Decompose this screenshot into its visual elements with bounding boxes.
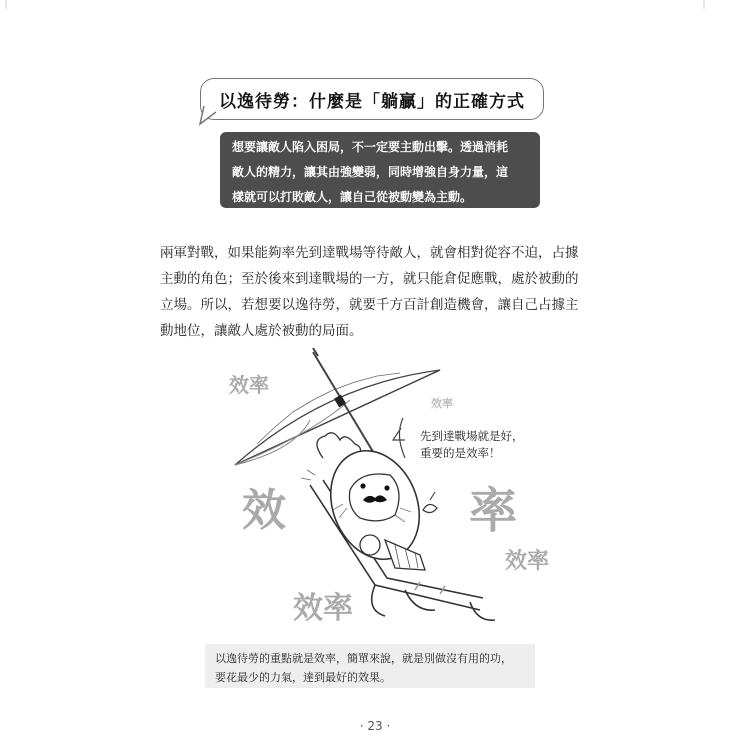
speech-bubble [393,418,405,458]
body-line: 動地位，讓敵人處於被動的局面。 [160,323,363,339]
summary-line: 敵人的精力，讓其由強變弱，同時增強自身力量，這 [232,165,509,179]
body-line: 兩軍對戰，如果能夠率先到達戰場等待敵人，就會相對從容不迫，占據 [160,245,579,261]
speech-line: 重要的是效率！ [420,446,501,460]
floating-word: 效率 [293,591,353,626]
floating-word: 率 [469,483,518,539]
speech-line: 先到達戰場就是好， [420,429,524,443]
caption-line: 以逸待勞的重點就是效率，簡單來說，就是別做沒有用的功， [215,652,512,665]
body-line: 主動的角色；至於後來到達戰場的一方，就只能倉促應戰，處於被動的 [160,271,579,287]
caption-line: 要花最少的力氣，達到最好的效果。 [215,671,391,684]
floating-word: 效 [242,485,286,536]
page-number: · 23 · [359,719,391,733]
section-title-text: 以逸待勞：什麼是「躺贏」的正確方式 [219,91,525,112]
section-title [200,78,544,120]
title-bubble-tail [198,106,222,128]
body-paragraph [160,240,600,344]
illustration-lounging-character [215,340,565,630]
summary-line: 想要讓敵人陷入困局，不一定要主動出擊。透過消耗 [232,140,509,154]
body-line: 立場。所以，若想要以逸待勞，就要千方百計創造機會，讓自己占據主 [160,297,579,313]
page-top-marks [0,0,750,20]
floating-word: 效率 [505,549,550,574]
floating-word: 效率 [431,397,453,410]
summary-line: 樣就可以打敗敵人，讓自己從被動變為主動。 [232,190,473,204]
caption-box [205,644,535,688]
summary-box [220,132,540,208]
floating-word: 效率 [229,373,269,397]
